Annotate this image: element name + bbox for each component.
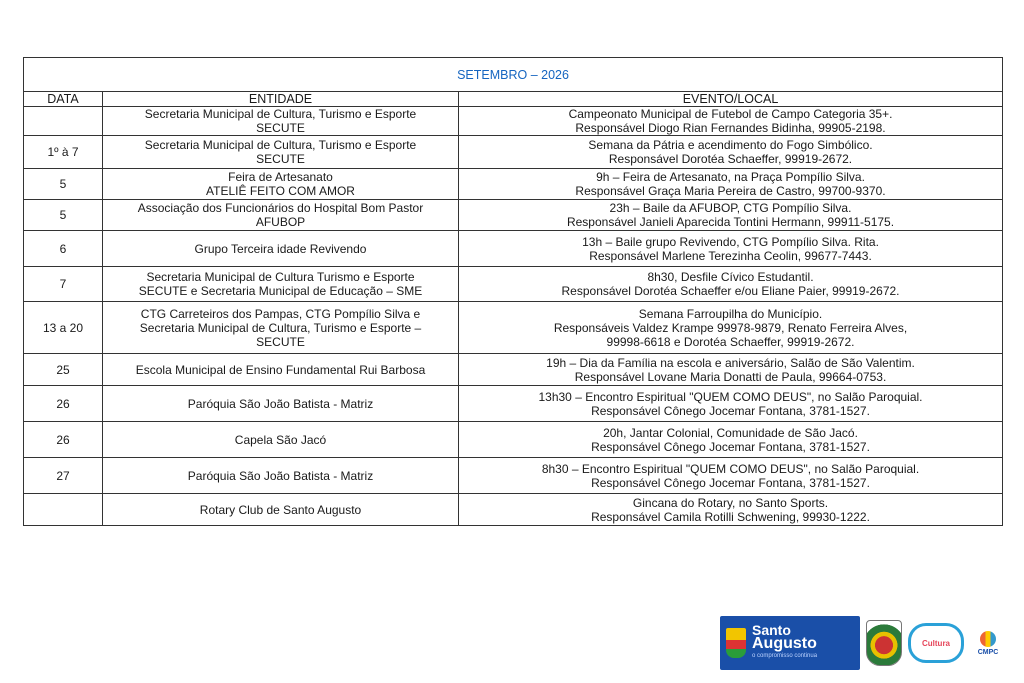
table-row <box>24 302 1003 354</box>
table-row <box>24 386 1003 422</box>
cmpc-logo <box>970 623 1006 663</box>
row-event <box>459 107 1003 136</box>
row-date: 1º à 7 <box>24 136 103 169</box>
entity-line: Paróquia São João Batista - Matriz <box>187 396 374 411</box>
row-date: 6 <box>24 231 103 267</box>
row-entity <box>103 107 459 136</box>
header-entity: ENTIDADE <box>103 92 459 107</box>
table-row <box>24 494 1003 526</box>
row-event <box>459 136 1003 169</box>
row-event <box>459 494 1003 526</box>
event-line: Semana Farroupilha do Município. <box>638 306 823 321</box>
row-entity <box>103 386 459 422</box>
table-row <box>24 267 1003 302</box>
row-event <box>459 200 1003 231</box>
event-line: 9h – Feira de Artesanato, na Praça Pompílio Silva. <box>596 170 865 184</box>
event-line: 8h30, Desfile Cívico Estudantil. <box>647 270 814 284</box>
event-line: 99998-6618 e Dorotéa Schaeffer, 99919-2672. <box>606 334 855 349</box>
event-line: Semana da Pátria e acendimento do Fogo Simbólico. <box>588 138 873 152</box>
row-entity <box>103 422 459 458</box>
entity-line: SECUTE <box>256 121 305 135</box>
event-line: Responsável Lovane Maria Donatti de Paula, 99664-0753. <box>574 369 887 384</box>
entity-line: Feira de Artesanato <box>228 170 333 184</box>
row-date: 26 <box>24 386 103 422</box>
entity-line: AFUBOP <box>255 215 306 229</box>
row-entity <box>103 458 459 494</box>
entity-line: Secretaria Municipal de Cultura, Turismo e Esporte <box>144 107 417 121</box>
city-emblem-icon <box>726 628 746 658</box>
event-line: Responsável Camila Rotilli Schwening, 99930-1222. <box>591 509 870 524</box>
event-line: Responsável Dorotéa Schaeffer e/ou Eliane Paier, 99919-2672. <box>561 284 900 298</box>
header-event: EVENTO/LOCAL <box>459 92 1003 107</box>
row-date: 25 <box>24 354 103 386</box>
row-event <box>459 231 1003 267</box>
logo-text-augusto: Augusto <box>752 634 817 652</box>
event-line: 13h30 – Encontro Espiritual "QUEM COMO DEUS", no Salão Paroquial. <box>538 389 923 404</box>
event-line: Responsável Cônego Jocemar Fontana, 3781-1527. <box>591 439 870 454</box>
event-line: Responsável Cônego Jocemar Fontana, 3781-1527. <box>591 403 870 418</box>
entity-line: SECUTE e Secretaria Municipal de Educação – SME <box>138 284 423 298</box>
row-event <box>459 302 1003 354</box>
entity-line: Escola Municipal de Ensino Fundamental Rui Barbosa <box>135 362 426 377</box>
event-line: Responsável Diogo Rian Fernandes Bidinha, 99905-2198. <box>575 121 886 135</box>
header-row <box>24 92 1003 107</box>
table-row <box>24 169 1003 200</box>
culture-logo-text: Cultura <box>922 638 950 648</box>
row-entity <box>103 354 459 386</box>
row-date <box>24 107 103 136</box>
entity-line: Rotary Club de Santo Augusto <box>199 502 362 517</box>
culture-logo <box>908 623 964 663</box>
event-line: 23h – Baile da AFUBOP, CTG Pompílio Silva. <box>609 201 852 215</box>
event-line: Responsáveis Valdez Krampe 99978-9879, Renato Ferreira Alves, <box>553 320 908 335</box>
event-line: Responsável Marlene Terezinha Ceolin, 99677-7443. <box>589 248 872 263</box>
entity-line: ATELIÊ FEITO COM AMOR <box>206 184 355 198</box>
row-event <box>459 386 1003 422</box>
event-line: Responsável Cônego Jocemar Fontana, 3781-1527. <box>591 475 870 490</box>
row-date: 26 <box>24 422 103 458</box>
row-date: 13 a 20 <box>24 302 103 354</box>
events-table <box>23 57 1003 526</box>
row-entity <box>103 231 459 267</box>
event-line: 20h, Jantar Colonial, Comunidade de São Jacó. <box>603 425 858 440</box>
table-row <box>24 354 1003 386</box>
row-date: 27 <box>24 458 103 494</box>
event-line: Gincana do Rotary, no Santo Sports. <box>632 495 829 510</box>
row-entity <box>103 136 459 169</box>
entity-line: SECUTE <box>256 152 305 166</box>
row-entity <box>103 494 459 526</box>
event-line: 8h30 – Encontro Espiritual "QUEM COMO DEUS", no Salão Paroquial. <box>541 461 920 476</box>
row-date: 7 <box>24 267 103 302</box>
entity-line: Associação dos Funcionários do Hospital Bom Pastor <box>137 201 424 215</box>
logo-tagline: o compromisso continua <box>752 652 818 659</box>
entity-line: Secretaria Municipal de Cultura, Turismo e Esporte <box>144 138 417 152</box>
row-event <box>459 458 1003 494</box>
month-title: SETEMBRO – 2026 <box>24 58 1003 92</box>
row-event <box>459 354 1003 386</box>
entity-line: Secretaria Municipal de Cultura Turismo e Esporte <box>146 270 415 284</box>
coat-of-arms-icon <box>866 620 902 666</box>
row-entity <box>103 267 459 302</box>
table-row <box>24 231 1003 267</box>
row-date: 5 <box>24 200 103 231</box>
table-row <box>24 136 1003 169</box>
row-date: 5 <box>24 169 103 200</box>
row-date <box>24 494 103 526</box>
event-line: 13h – Baile grupo Revivendo, CTG Pompílio Silva. Rita. <box>582 234 879 249</box>
cmpc-mark-icon <box>980 631 996 647</box>
row-entity <box>103 169 459 200</box>
table-row <box>24 107 1003 136</box>
santo-augusto-logo <box>720 616 860 670</box>
event-line: Responsável Janieli Aparecida Tontini Hermann, 99911-5175. <box>566 215 895 229</box>
table-row <box>24 422 1003 458</box>
event-line: Responsável Graça Maria Pereira de Castro, 99700-9370. <box>575 184 886 198</box>
table-row <box>24 458 1003 494</box>
schedule-sheet <box>23 57 1002 526</box>
logo-text-santo: Santo <box>752 621 791 638</box>
row-event <box>459 267 1003 302</box>
entity-line: SECUTE <box>256 334 305 349</box>
row-event <box>459 422 1003 458</box>
entity-line: Capela São Jacó <box>234 432 327 447</box>
event-line: 19h – Dia da Família na escola e aniversário, Salão de São Valentim. <box>546 355 915 370</box>
entity-line: Secretaria Municipal de Cultura, Turismo e Esporte – <box>139 320 422 335</box>
table-row <box>24 200 1003 231</box>
row-event <box>459 169 1003 200</box>
event-line: Campeonato Municipal de Futebol de Campo Categoria 35+. <box>568 107 893 121</box>
event-line: Responsável Dorotéa Schaeffer, 99919-2672. <box>608 152 853 166</box>
row-entity <box>103 302 459 354</box>
month-title-row <box>24 58 1003 92</box>
header-date: DATA <box>24 92 103 107</box>
entity-line: Paróquia São João Batista - Matriz <box>187 468 374 483</box>
entity-line: CTG Carreteiros dos Pampas, CTG Pompílio Silva e <box>140 306 421 321</box>
row-entity <box>103 200 459 231</box>
footer-logos <box>720 616 1012 670</box>
entity-line: Grupo Terceira idade Revivendo <box>194 241 367 256</box>
cmpc-logo-text: CMPC <box>977 648 999 656</box>
